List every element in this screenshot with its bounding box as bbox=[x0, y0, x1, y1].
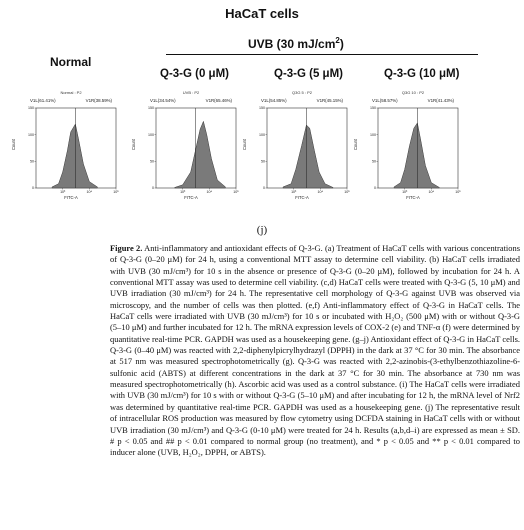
x-axis-title: FITC-A bbox=[406, 195, 420, 200]
y-tick-label: 150 bbox=[259, 106, 265, 111]
uvb-label-prefix: UVB (30 mJ/cm bbox=[248, 37, 336, 51]
x-tick-label: 10³ bbox=[402, 190, 408, 194]
gate-left-label: V1L(54.85%) bbox=[261, 98, 287, 103]
gate-right-label: V1R(45.15%) bbox=[316, 98, 343, 103]
uvb-group-line bbox=[166, 54, 478, 55]
uvb-label-exponent: 2 bbox=[335, 36, 340, 45]
figure-title: HaCaT cells bbox=[225, 6, 299, 21]
x-tick-label: 10⁵ bbox=[344, 190, 350, 194]
y-tick-label: 100 bbox=[28, 132, 34, 137]
figure-number: Figure 2. bbox=[110, 243, 143, 253]
flow-panel-uvb bbox=[131, 90, 240, 200]
panel-title: UVB : P2 bbox=[182, 90, 200, 95]
gate-right-label: V1R(41.43%) bbox=[427, 98, 454, 103]
x-tick-label: 10⁵ bbox=[233, 190, 239, 194]
panel-label-j: (j) bbox=[256, 224, 268, 236]
y-tick-label: 50 bbox=[261, 159, 265, 164]
y-axis-title: Count bbox=[11, 138, 17, 151]
gate-left-label: V1L(58.57%) bbox=[372, 98, 398, 103]
panel-title: Q3G 5 : P2 bbox=[291, 90, 312, 95]
x-tick-label: 10⁴ bbox=[86, 190, 93, 194]
caption-text: Anti-inflammatory and antioxidant effects of Q-3-G. (a) Treatment of HaCaT cells with various concentrations of Q-3-G (0–20 μM) for 24 h, using a conventional MTT assay to determine cell viability. (b) HaCaT cells irradiated with UVB (30 mJ/cm³) for 10 s in the absence or presence of Q-3-G (0–20 μM), followed by incubation for 24 h. A conventional MTT assay was used to determine cell viability. (c,d) HaCaT cells were treated with Q-3-G (5, 10 μM) and UVB irradiation (30 mJ/cm³) for 24 h. The representative cell morphology of Q-3-G against UVB was observed via microscopy, and the number of cells was then plotted. (e,f) Anti-inflammatory effect of Q-3-G in HaCaT cells. The HaCaT cells were irradiated with UVB (30 mJ/cm³) for 10 s or incubated with H₂O₂ (500 μM) with or without Q-3-G (5–10 μM) and further incubated for 12 h. The mRNA expression levels of COX-2 (e) and TNF-α (f) were determined by quantitative real-time PCR. GAPDH was used as a housekeeping gene. (g–j) Antioxidant effect of Q-3-G in HaCaT cells. Q-3-G (0–40 μM) was reacted with 2,2-diphenylpicrylhydrazyl (DPPH) in the dark at 37 °C for 30 min. The absorbance at 517 nm was measured spectrophotometrically (g). Q-3-G was reacted with 2,2-azinobis-(3-ethylbenzothiazoline-6-sulfonic acid (ABTS) at different concentrations in the dark at 37 °C for 30 min. The absorbance at 730 nm was measured spectrophotometrically (h). Ascorbic acid was used as a control substance. (i) The HaCaT cells were irradiated with UVB (30 mJ/cm³) for 10 s with or without Q-3-G (5–10 μM) and after incubating for 12 h, the mRNA level of Nrf2 was determined by quantitative real-time PCR. GAPDH was used as a housekeeping gene. (j) The representative result of intracellular ROS production was measured by flow cytometry using DCFDA staining in HaCaT cells with or without UVB irradiation (30 mJ/cm³) and Q-3-G (0-10 μM) were treated for 24 h. Results (a,b,d–i) are expressed as mean ± SD. # p < 0.05 and ## p < 0.01 compared to normal group (no treatment), and * p < 0.05 and ** p < 0.01 compared to inducer alone (UVB, H₂O₂, DPPH, or ABTS). bbox=[110, 243, 520, 458]
y-tick-label: 150 bbox=[28, 106, 34, 111]
uvb-label bbox=[248, 36, 344, 51]
x-tick-label: 10³ bbox=[60, 190, 66, 194]
uvb-label-suffix: ) bbox=[339, 37, 344, 51]
y-axis-title: Count bbox=[353, 138, 359, 151]
x-tick-label: 10³ bbox=[291, 190, 297, 194]
y-tick-label: 50 bbox=[372, 159, 376, 164]
flow-panel-normal bbox=[11, 90, 120, 200]
y-tick-label: 0 bbox=[374, 186, 376, 191]
condition-label-10: Q-3-G (10 μM) bbox=[384, 68, 460, 80]
y-tick-label: 100 bbox=[370, 132, 376, 137]
y-tick-label: 100 bbox=[259, 132, 265, 137]
x-tick-label: 10⁴ bbox=[206, 190, 213, 194]
x-axis-title: FITC-A bbox=[64, 195, 78, 200]
y-axis-title: Count bbox=[242, 138, 248, 151]
y-tick-label: 0 bbox=[263, 186, 265, 191]
y-tick-label: 50 bbox=[30, 159, 34, 164]
x-axis-title: FITC-A bbox=[295, 195, 309, 200]
x-tick-label: 10⁴ bbox=[317, 190, 324, 194]
y-axis-title: Count bbox=[131, 138, 137, 151]
x-tick-label: 10⁵ bbox=[113, 190, 119, 194]
y-tick-label: 0 bbox=[152, 186, 154, 191]
y-tick-label: 150 bbox=[370, 106, 376, 111]
histogram-svg bbox=[253, 90, 351, 200]
x-axis-title: FITC-A bbox=[184, 195, 198, 200]
gate-right-label: V1R(65.46%) bbox=[205, 98, 232, 103]
gate-left-label: V1L(61.41%) bbox=[30, 98, 56, 103]
gate-left-label: V1L(34.54%) bbox=[150, 98, 176, 103]
flow-panel-q3g-10 bbox=[353, 90, 462, 200]
condition-label-0: Q-3-G (0 μM) bbox=[160, 68, 230, 80]
y-tick-label: 150 bbox=[148, 106, 154, 111]
figure-caption bbox=[110, 243, 520, 459]
panel-title: Q3G 10 : P2 bbox=[401, 90, 425, 95]
flow-panel-q3g-5 bbox=[242, 90, 351, 200]
x-tick-label: 10⁵ bbox=[455, 190, 461, 194]
y-tick-label: 0 bbox=[32, 186, 34, 191]
normal-label: Normal bbox=[50, 55, 92, 69]
x-tick-label: 10⁴ bbox=[428, 190, 435, 194]
histogram-svg bbox=[364, 90, 462, 200]
gate-right-label: V1R(38.59%) bbox=[85, 98, 112, 103]
panel-title: Normal : P2 bbox=[60, 90, 82, 95]
histogram-svg bbox=[142, 90, 240, 200]
x-tick-label: 10³ bbox=[180, 190, 186, 194]
y-tick-label: 50 bbox=[150, 159, 154, 164]
condition-label-5: Q-3-G (5 μM) bbox=[274, 68, 344, 80]
histogram-svg bbox=[22, 90, 120, 200]
y-tick-label: 100 bbox=[148, 132, 154, 137]
